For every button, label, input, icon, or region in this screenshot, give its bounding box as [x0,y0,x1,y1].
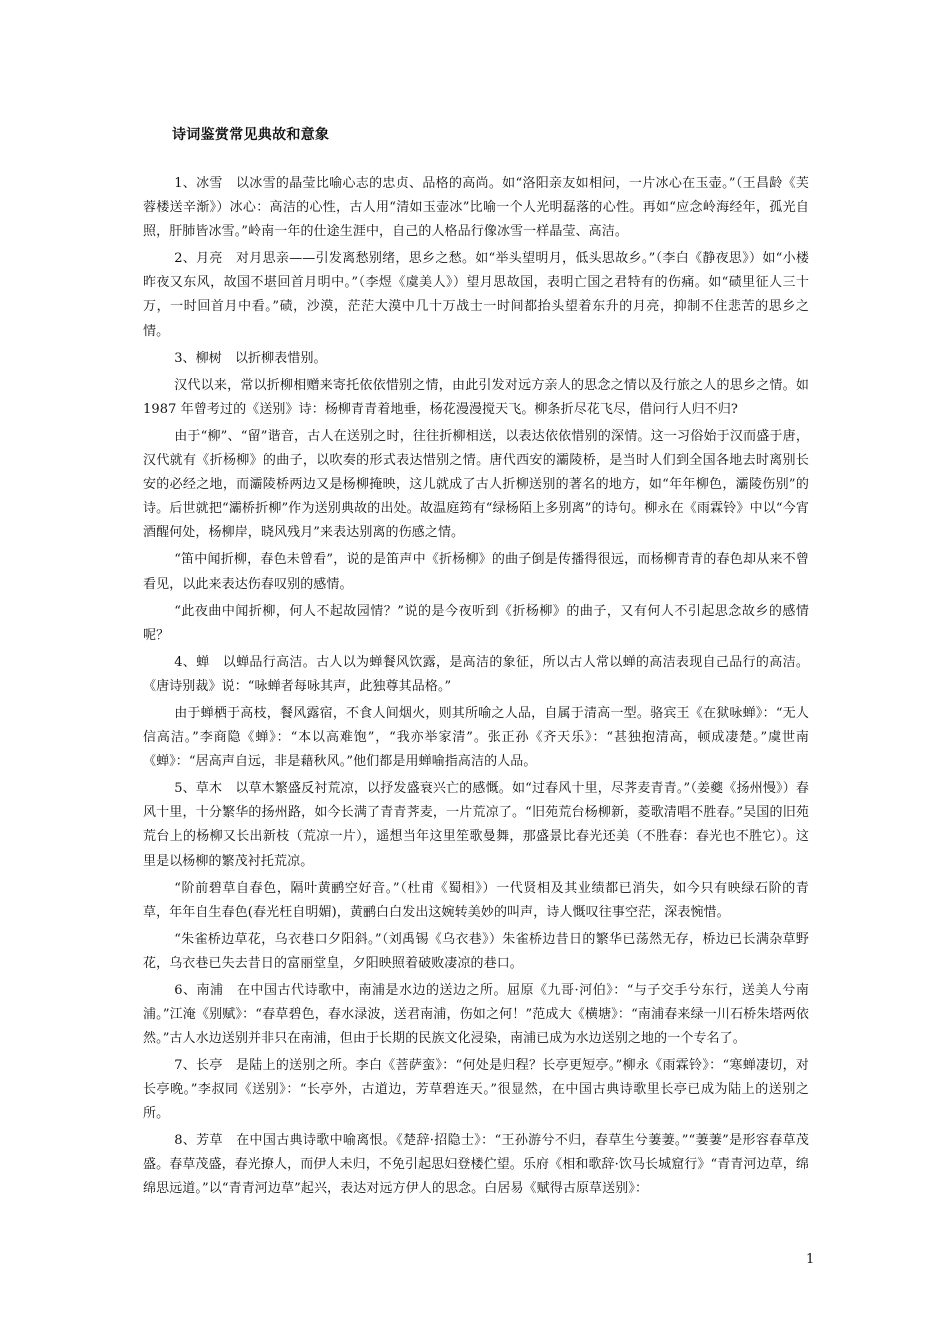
paragraph-caomu-3: “朱雀桥边草花，乌衣巷口夕阳斜。”（刘禹锡《乌衣巷》）朱雀桥边昔日的繁华已荡然无存，桥边已长满杂草野花，乌衣巷已失去昔日的富丽堂皇，夕阳映照着破败凄凉的巷口。 [143,931,809,971]
paragraph-yueliang: 2、月亮 对月思亲——引发离愁别绪，思乡之愁。如“举头望明月，低头思故乡。”（李白《静夜思》）如“小楼昨夜又东风，故国不堪回首月明中。”（李煜《虞美人》）望月思故国，表明亡国之君特有的伤痛。如“碛里征人三十万，一时回首月中看。”碛，沙漠，茫茫大漠中几十万战士一时间都抬头望着东升的月亮，抑制不住悲苦的思乡之情。 [143,251,809,339]
paragraph-liushu-4: “此夜曲中闻折柳，何人不起故园情？”说的是今夜听到《折杨柳》的曲子，又有何人不引起思念故乡的感情呢？ [143,603,809,643]
paragraph-caomu: 5、草木 以草木繁盛反衬荒凉，以抒发盛衰兴亡的感慨。如“过春风十里，尽荠麦青青。”（姜夔《扬州慢》）春风十里，十分繁华的扬州路，如今长满了青青荠麦，一片荒凉了。“旧苑荒台杨柳新，菱歌清唱不胜春。”吴国的旧苑荒台上的杨柳又长出新枝（荒凉一片），遥想当年这里笙歌曼舞，那盛景比春光还美（不胜春：春光也不胜它）。这里是以杨柳的繁茂衬托荒凉。 [143,781,809,869]
paragraph-bingxue: 1、冰雪 以冰雪的晶莹比喻心志的忠贞、品格的高尚。如“洛阳亲友如相问，一片冰心在玉壶。”（王昌龄《芙蓉楼送辛渐》）冰心：高洁的心性，古人用“清如玉壶冰”比喻一个人光明磊落的心性。再如“应念岭海经年，孤光自照，肝肺皆冰雪。”岭南一年的仕途生涯中，自己的人格品行像冰雪一样晶莹、高洁。 [143,176,809,240]
paragraph-changting: 7、长亭 是陆上的送别之所。李白《菩萨蛮》：“何处是归程？长亭更短亭。”柳永《雨霖铃》：“寒蝉凄切，对长亭晚。”李叔同《送别》：“长亭外，古道边，芳草碧连天。”很显然，在中国古典诗歌里长亭已成为陆上的送别之所。 [143,1057,809,1122]
paragraph-chan-2: 由于蝉栖于高枝，餐风露宿，不食人间烟火，则其所喻之人品，自属于清高一型。骆宾王《在狱咏蝉》：“无人信高洁。”李商隐《蝉》：“本以高难饱”，“我亦举家清”。张正孙《齐天乐》：“甚独抱清高，顿成凄楚。”虞世南《蝉》：“居高声自远，非是藉秋风。”他们都是用蝉喻指高洁的人品。 [143,705,809,770]
paragraph-nanpu: 6、南浦 在中国古代诗歌中，南浦是水边的送边之所。屈原《九哥·河伯》：“与子交手兮东行，送美人兮南浦。”江淹《别赋》：“春草碧色，春水渌波，送君南浦，伤如之何！”范成大《横塘》：“南浦春来绿一川石桥朱塔两依然。”古人水边送别并非只在南浦，但由于长期的民族文化浸染，南浦已成为水边送别之地的一个专名了。 [143,982,809,1046]
paragraph-liushu-heading: 3、柳树 以折柳表惜别。 [174,350,327,366]
paragraph-chan: 4、蝉 以蝉品行高洁。古人以为蝉餐风饮露，是高洁的象征，所以古人常以蝉的高洁表现自己品行的高洁。《唐诗别裁》说：“咏蝉者每咏其声，此独尊其品格。” [143,654,809,694]
paragraph-liushu-1: 汉代以来，常以折柳相赠来寄托依依惜别之情，由此引发对远方亲人的思念之情以及行旅之人的思乡之情。如 1987 年曾考过的《送别》诗：杨柳青青着地垂，杨花漫漫搅天飞。柳条折尽花飞尽，借问行人归不归? [143,377,809,417]
page-number: 1 [806,1252,815,1267]
paragraph-liushu-3: “笛中闻折柳，春色未曾看”，说的是笛声中《折杨柳》的曲子倒是传播得很远，而杨柳青青的春色却从来不曾看见，以此来表达伤春叹别的感情。 [143,552,809,592]
paragraph-fangcao: 8、芳草 在中国古典诗歌中喻离恨。《楚辞·招隐士》：“王孙游兮不归，春草生兮萋萋。”“萋萋”是形容春草茂盛。春草茂盛，春光撩人，而伊人未归，不免引起思妇登楼伫望。乐府《相和歌辞·饮马长城窟行》“青青河边草，绵绵思远道。”以“青青河边草”起兴，表达对远方伊人的思念。白居易《赋得古原草送别》： [143,1133,809,1197]
paragraph-liushu-2: 由于“柳”、“留”谐音，古人在送别之时，往往折柳相送，以表达依依惜别的深情。这一习俗始于汉而盛于唐，汉代就有《折杨柳》的曲子，以吹奏的形式表达惜别之情。唐代西安的灞陵桥，是当时人们到全国各地去时离别长安的必经之地，而灞陵桥两边又是杨柳掩映，这儿就成了古人折柳送别的著名的地方，如“年年柳色，灞陵伤别”的诗。后世就把“灞桥折柳”作为送别典故的出处。故温庭筠有“绿杨陌上多别离”的诗句。柳永在《雨霖铃》中以“今宵酒醒何处，杨柳岸，晓风残月”来表达别离的伤感之情。 [143,428,809,541]
document-title: 诗词鉴赏常见典故和意象 [172,127,330,143]
paragraph-caomu-2: “阶前碧草自春色，隔叶黄鹂空好音。”（杜甫《蜀相》）一代贤相及其业绩都已消失，如今只有映绿石阶的青草，年年自生春色(春光枉自明媚)，黄鹂白白发出这婉转美妙的叫声，诗人慨叹往事空茫，深表惋惜。 [143,880,809,920]
document-body [143,172,809,1204]
